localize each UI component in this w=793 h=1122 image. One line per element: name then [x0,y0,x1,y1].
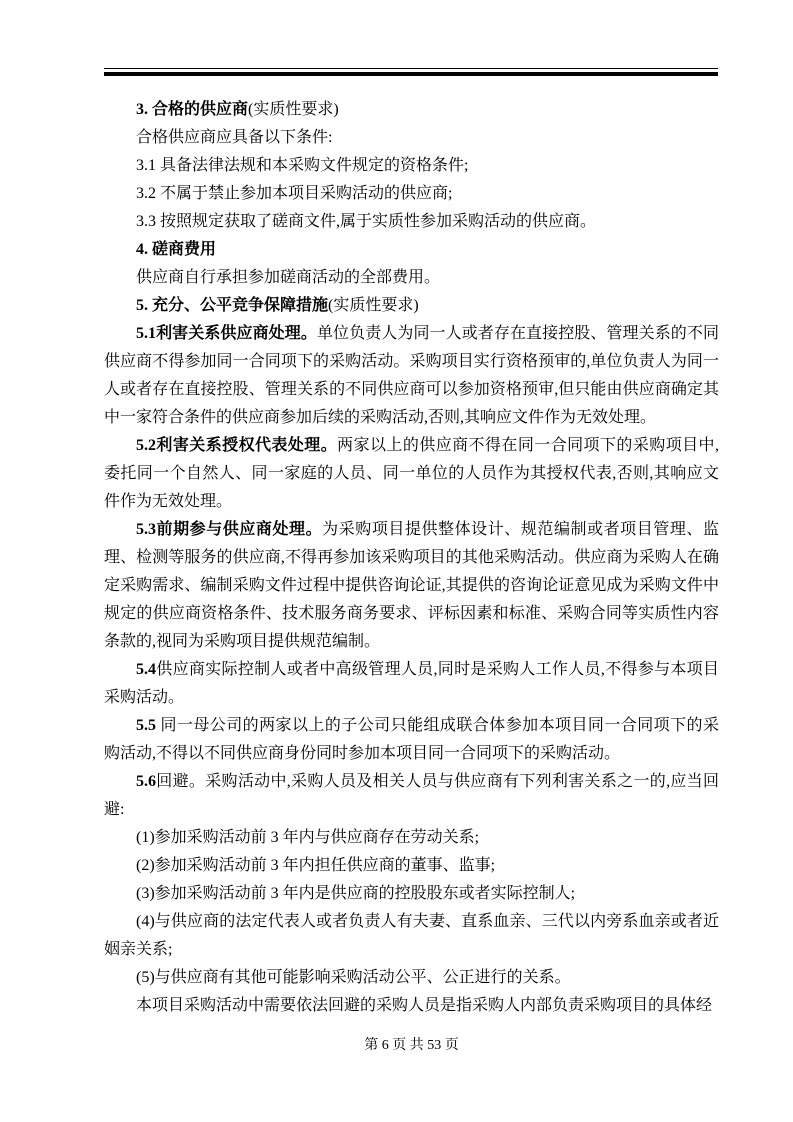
text-run: (1)参加采购活动前 3 年内与供应商存在劳动关系; [136,829,480,846]
paragraph [104,292,719,320]
text-run: 为采购项目提供整体设计、规范编制或者项目管理、监理、检测等服务的供应商,不得再参加该采购项目的其他采购活动。供应商为采购人在确定采购需求、编制采购文件过程中提供咨询论证,其提供的咨询论证意见成为采购文件中规定的供应商资格条件、技术服务商务要求、评标因素和标准、采购合同等实质性内容条款的,视同为采购项目提供规范编制。 [104,521,719,650]
text-run: (4)与供应商的法定代表人或者负责人有夫妻、直系血亲、三代以内旁系血亲或者近姻亲关系; [104,913,719,958]
bold-text-run: 4. 磋商费用 [136,241,217,258]
text-run: 供应商实际控制人或者中高级管理人员,同时是采购人工作人员,不得参与本项目采购活动。 [104,661,719,706]
paragraph [104,908,719,964]
text-run: (2)参加采购活动前 3 年内担任供应商的董事、监事; [136,857,496,874]
text-run: 3.2 不属于禁止参加本项目采购活动的供应商; [136,185,453,202]
text-run: (3)参加采购活动前 3 年内是供应商的控股股东或者实际控制人; [136,885,576,902]
text-run: 两家以上的供应商不得在同一合同项下的采购项目中,委托同一个自然人、同一家庭的人员、同一单位的人员作为其授权代表,否则,其响应文件作为无效处理。 [104,437,719,510]
text-run: 回避。采购活动中,采购人员及相关人员与供应商有下列利害关系之一的,应当回避: [104,773,719,818]
text-run: (5)与供应商有其他可能影响采购活动公平、公正进行的关系。 [136,969,571,986]
text-run: 合格供应商应具备以下条件: [136,129,333,146]
bold-text-run: 5.6 [136,773,156,790]
paragraph [104,180,719,208]
paragraph [104,880,719,908]
text-run: 本项目采购活动中需要依法回避的采购人员是指采购人内部负责采购项目的具体经 [136,997,713,1014]
text-run: (实质性要求) [328,297,419,314]
bold-text-run: 5. 充分、公平竞争保障措施 [136,297,329,314]
paragraph [104,768,719,824]
paragraph [104,656,719,712]
text-run: 供应商自行承担参加磋商活动的全部费用。 [136,269,441,286]
paragraph [104,320,719,432]
bold-text-run: 5.4 [136,661,156,678]
paragraph [104,964,719,992]
paragraph [104,992,719,1020]
text-run: (实质性要求) [248,101,339,118]
bold-text-run: 5.1利害关系供应商处理。 [136,325,317,342]
paragraph [104,824,719,852]
bold-text-run: 5.5 [136,717,156,734]
bold-text-run: 3. 合格的供应商 [136,101,249,118]
text-run: 3.1 具备法律法规和本采购文件规定的资格条件; [136,157,469,174]
paragraph [104,236,719,264]
text-run: 3.3 按照规定获取了磋商文件,属于实质性参加采购活动的供应商。 [136,213,597,230]
page-footer [104,1036,719,1056]
paragraph [104,152,719,180]
header-rule [104,68,718,76]
paragraph [104,852,719,880]
text-run: 同一母公司的两家以上的子公司只能组成联合体参加本项目同一合同项下的采购活动,不得以不同供应商身份同时参加本项目同一合同项下的采购活动。 [104,717,719,762]
paragraph [104,712,719,768]
paragraph [104,516,719,656]
document-body [104,96,719,1020]
page-number-text: 第 6 页 共 53 页 [364,1038,459,1053]
paragraph [104,124,719,152]
paragraph [104,264,719,292]
paragraph [104,96,719,124]
paragraph [104,432,719,516]
bold-text-run: 5.2利害关系授权代表处理。 [136,437,338,454]
text-run: 单位负责人为同一人或者存在直接控股、管理关系的不同供应商不得参加同一合同项下的采购活动。采购项目实行资格预审的,单位负责人为同一人或者存在直接控股、管理关系的不同供应商可以参加资格预审,但只能由供应商确定其中一家符合条件的供应商参加后续的采购活动,否则,其响应文件作为无效处理。 [104,325,719,426]
paragraph [104,208,719,236]
bold-text-run: 5.3前期参与供应商处理。 [136,521,323,538]
